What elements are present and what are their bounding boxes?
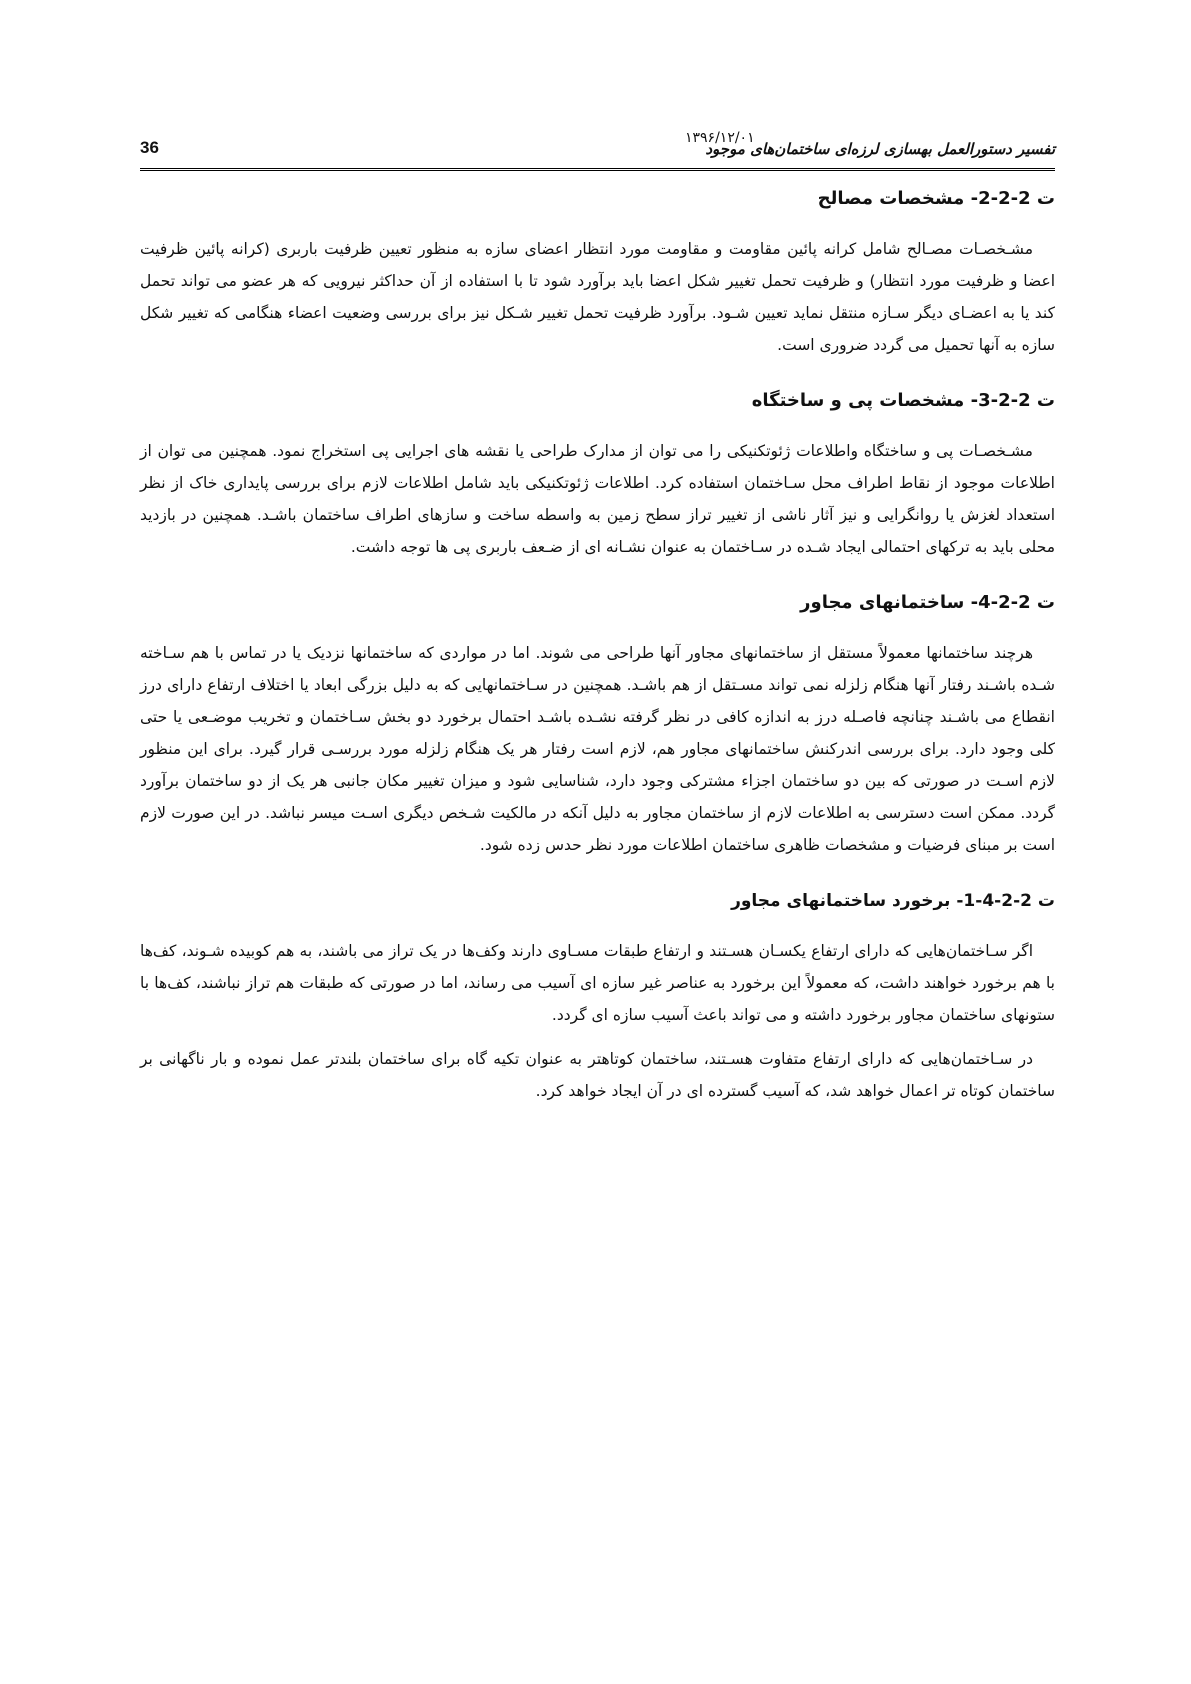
section-heading-pounding: ت 2-2-4-1- برخورد ساختمانهای مجاور xyxy=(731,891,1055,911)
paragraph-foundation: مشـخصـات پی و ساختگاه واطلاعات ژئوتکنیکی را می توان از مدارک طراحی یا نقشه های اجرایی پی استخراج نمود. همچنین می توان از اطلاعات موجود از نقاط اطراف محل سـاختمان استفاده کرد. اطلاعات ژئوتکنیکی باید شامل اطلاعات لازم برای بررسی پایداری خاک از نظر استعداد لغزش یا روانگرایی و نیز آثار ناشی از تغییر تراز سطح زمین به واسطه ساخت و سازهای اطراف ساختمان باشـد. همچنین در بازدید محلی باید به ترکهای احتمالی ایجاد شـده در سـاختمان به عنوان نشـانه ای از ضـعف باربری پی ها توجه داشت. xyxy=(140,442,1055,556)
page-number: 36 xyxy=(140,138,159,157)
section-heading-adjacent-buildings: ت 2-2-4- ساختمانهای مجاور xyxy=(800,592,1055,613)
section-heading-foundation: ت 2-2-3- مشخصات پی و ساختگاه xyxy=(751,390,1055,411)
section-heading-materials: ت 2-2-2- مشخصات مصالح xyxy=(817,188,1055,209)
paragraph-pounding-1: اگر سـاختمان‌هایی که دارای ارتفاع یکسـان هسـتند و ارتفاع طبقات مسـاوی دارند وکف‌ها در یک تراز می باشند، به هم کوبیده شـوند، کف‌ها با هم برخورد خواهند داشت، که معمولاً این برخورد به عناصر غیر سازه ای آسیب می رساند، اما در صورتی که طبقات هم تراز نباشند، کف‌ها با ستونهای ساختمان مجاور برخورد داشته و می تواند باعث آسیب سازه ای گردد. xyxy=(140,942,1055,1024)
paragraph-adjacent-buildings: هرچند ساختمانها معمولاً مستقل از ساختمانهای مجاور آنها طراحی می شوند. اما در مواردی که ساختمانها نزدیک یا در تماس با هم سـاخته شـده باشـند رفتار آنها هنگام زلزله نمی تواند مسـتقل از هم باشـد. همچنین در سـاختمانهایی که به دلیل بزرگی ابعاد یا اختلاف ارتفاع دارای درز انقطاع می باشـند چنانچه فاصـله درز به اندازه کافی در نظر گرفته نشـده باشـد احتمال برخورد دو بخش سـاختمان و تخریب موضـعی یا حتی کلی وجود دارد. برای بررسی اندرکنش ساختمانهای مجاور هم، لازم است رفتار هر یک هنگام زلزله مورد بررسـی قرار گیرد. برای این منظور لازم اسـت در صورتی که بین دو ساختمان اجزاء مشترکی وجود دارد، شناسایی شود و میزان تغییر مکان جانبی هر یک از دو ساختمان برآورد گردد. ممکن است دسترسی به اطلاعات لازم از ساختمان مجاور به دلیل آنکه در مالکیت شـخص دیگری اسـت میسر نباشد. در این صورت لازم است بر مبنای فرضیات و مشخصات ظاهری ساختمان اطلاعات مورد نظر حدس زده شود. xyxy=(140,644,1055,854)
page-content xyxy=(140,185,1055,1133)
paragraph-pounding-2: در سـاختمان‌هایی که دارای ارتفاع متفاوت هسـتند، ساختمان کوتاهتر به عنوان تکیه گاه برای ساختمان بلندتر عمل نموده و بار ناگهانی بر ساختمان کوتاه تر اعمال خواهد شد، که آسیب گسترده ای در آن ایجاد خواهد کرد. xyxy=(140,1050,1055,1100)
header-title: تفسیر دستورالعمل بهسازی لرزه‌ای ساختمان‌های موجود xyxy=(705,140,1055,158)
header-divider xyxy=(140,168,1055,174)
header-date: ۱۳۹۶/۱۲/۰۱ xyxy=(685,130,755,146)
paragraph-materials: مشـخصـات مصـالح شامل کرانه پائین مقاومت و مقاومت مورد انتظار اعضای سازه به منظور تعیین ظرفیت باربری (کرانه پائین ظرفیت اعضا و ظرفیت مورد انتظار) و ظرفیت تحمل تغییر شکل اعضا باید برآورد شود تا با استفاده از آن حداکثر نیرویی که هر عضو می تواند تحمل کند یا به اعضـای دیگر سـازه منتقل نماید تعیین شـود. برآورد ظرفیت تحمل تغییر شـکل نیز برای بررسی وضعیت اعضاء هنگامی که تغییر شکل سازه به آنها تحمیل می گردد ضروری است. xyxy=(140,240,1055,354)
